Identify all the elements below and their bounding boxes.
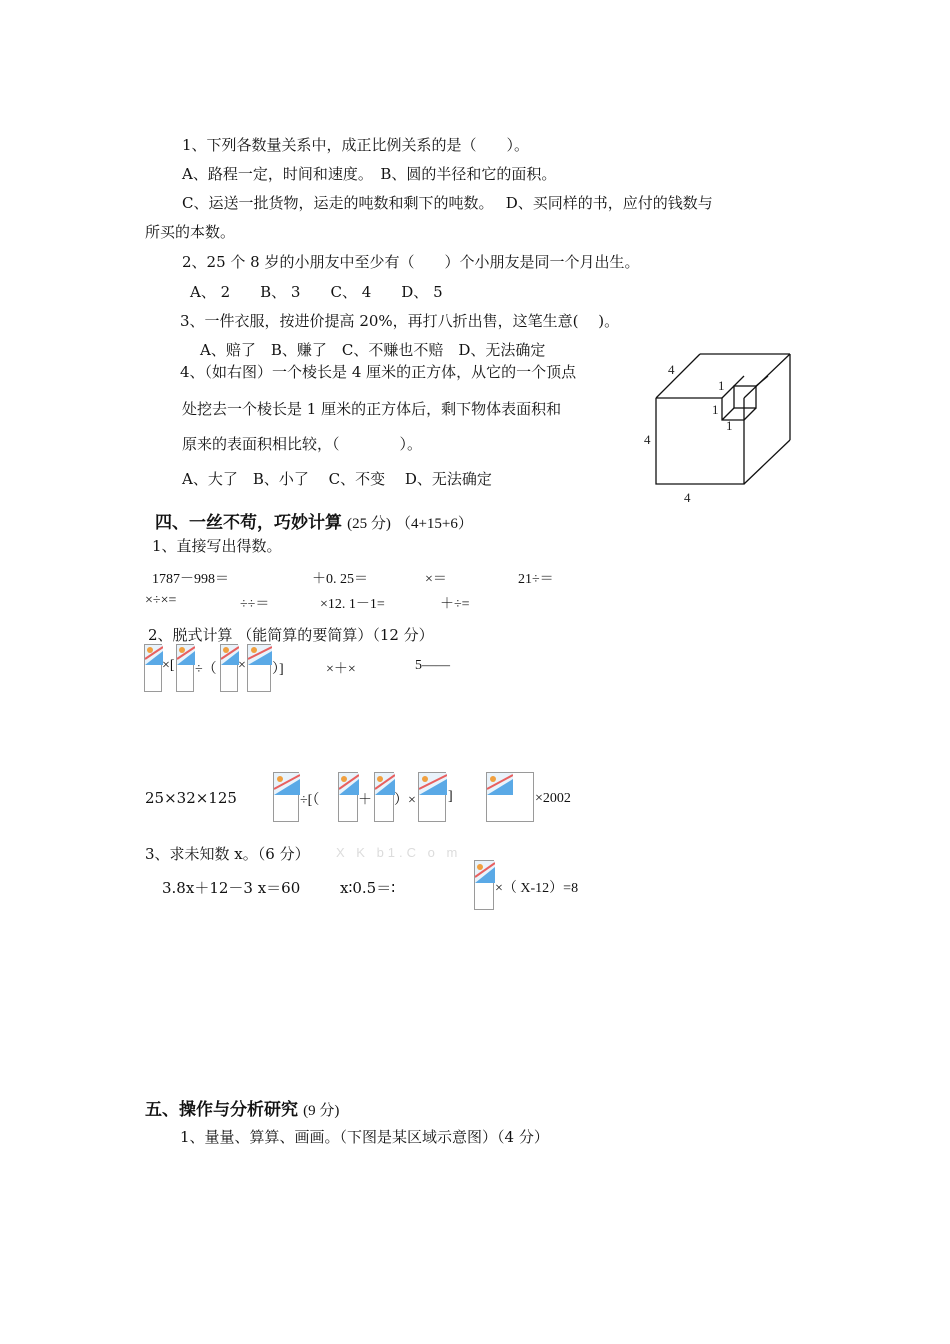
section4-title: 四、一丝不苟，巧妙计算: [155, 513, 342, 533]
q4-line2: 处挖去一个棱长是 1 厘米的正方体后，剩下物体表面积和: [182, 400, 562, 418]
expr5-op1: ÷[（: [300, 793, 320, 808]
image-placeholder: [220, 644, 238, 692]
section4-breakdown: （4+15+6）: [395, 516, 473, 532]
calc-3: ×＝: [425, 572, 447, 587]
expr1-op4: ）]: [272, 662, 284, 677]
calc-4: 21÷＝: [518, 572, 554, 587]
cube-label-top: 4: [668, 362, 675, 377]
small-cube-label-c: 1: [726, 418, 733, 433]
q4-options: A、大了 B、小了 C、不变 D、无法确定: [182, 470, 492, 488]
section5-sub1: 1、量量、算算、画画。（下图是某区域示意图）（4 分）: [180, 1128, 549, 1146]
q2-options: A、 2 B、 3 C、 4 D、 5: [190, 283, 443, 301]
calc-6: ÷÷＝: [240, 597, 270, 612]
expr5-op2: ＋: [358, 793, 372, 808]
calc-5: ×÷×=: [145, 593, 177, 608]
image-placeholder: [273, 772, 299, 822]
equation-2: x∶0.5＝∶: [340, 879, 396, 897]
section4-sub3: 3、求未知数 x。（6 分）: [145, 845, 310, 863]
expr2: ×＋×: [326, 662, 356, 677]
equation-3: ×（ X-12）=8: [495, 881, 579, 896]
q1-options-cd: C、运送一批货物，运走的吨数和剩下的吨数。 D、买同样的书，应付的钱数与: [182, 194, 713, 212]
q1-options-ab: A、路程一定，时间和速度。 B、圆的半径和它的面积。: [182, 165, 557, 183]
cube-label-bottom: 4: [684, 490, 691, 505]
image-placeholder: [176, 644, 194, 692]
section4-sub2: 2、脱式计算 （能简算的要简算）（12 分）: [148, 626, 434, 644]
equation-1: 3.8x＋12－3 x＝60: [162, 879, 301, 897]
calc-7: ×12. 1－1=: [320, 597, 385, 612]
expr1-op2: ÷（: [195, 662, 217, 677]
expr4: 25×32×125: [145, 789, 237, 807]
expr6: ×2002: [535, 791, 571, 806]
section5-title: 五、操作与分析研究: [145, 1100, 298, 1120]
expr5-op3: ）×: [394, 793, 416, 808]
expr3: 5——: [415, 658, 450, 673]
section4-score: (25 分): [347, 516, 391, 532]
q2-stem: 2、25 个 8 岁的小朋友中至少有（ ）个小朋友是同一个月出生。: [182, 253, 640, 271]
calc-8: ＋÷=: [440, 597, 470, 612]
image-placeholder: [374, 772, 394, 822]
section4-heading: [155, 508, 473, 533]
image-placeholder: [474, 860, 494, 910]
expr1-op1: ×[: [162, 658, 175, 673]
expr5-op4: ]: [448, 789, 453, 804]
image-placeholder: [418, 772, 446, 822]
calc-1: 1787－998＝: [152, 572, 229, 587]
calc-2: ＋0. 25＝: [312, 572, 368, 587]
q4-line3: 原来的表面积相比较，（ ）。: [182, 435, 423, 453]
cube-label-left: 4: [644, 432, 651, 447]
image-placeholder: [338, 772, 358, 822]
cube-figure: [640, 350, 800, 510]
q3-stem: 3、一件衣服，按进价提高 20%，再打八折出售，这笔生意( )。: [180, 312, 620, 330]
expr1-op3: ×: [238, 658, 246, 673]
section4-sub1: 1、直接写出得数。: [152, 537, 282, 555]
q1-options-cont: 所买的本数。: [145, 223, 236, 241]
q3-options: A、赔了 B、赚了 C、不赚也不赔 D、无法确定: [200, 341, 546, 359]
section5-score: (9 分): [303, 1103, 340, 1119]
small-cube-label-a: 1: [718, 378, 725, 393]
image-placeholder: [486, 772, 534, 822]
image-placeholder: [144, 644, 162, 692]
q1-stem: 1、下列各数量关系中，成正比例关系的是（ ）。: [182, 136, 530, 154]
q4-line1: 4、（如右图）一个棱长是 4 厘米的正方体，从它的一个顶点: [180, 363, 577, 381]
watermark: X K b1.C o m: [336, 845, 462, 860]
section5-heading: [145, 1095, 339, 1120]
image-placeholder: [247, 644, 271, 692]
small-cube-label-b: 1: [712, 402, 719, 417]
